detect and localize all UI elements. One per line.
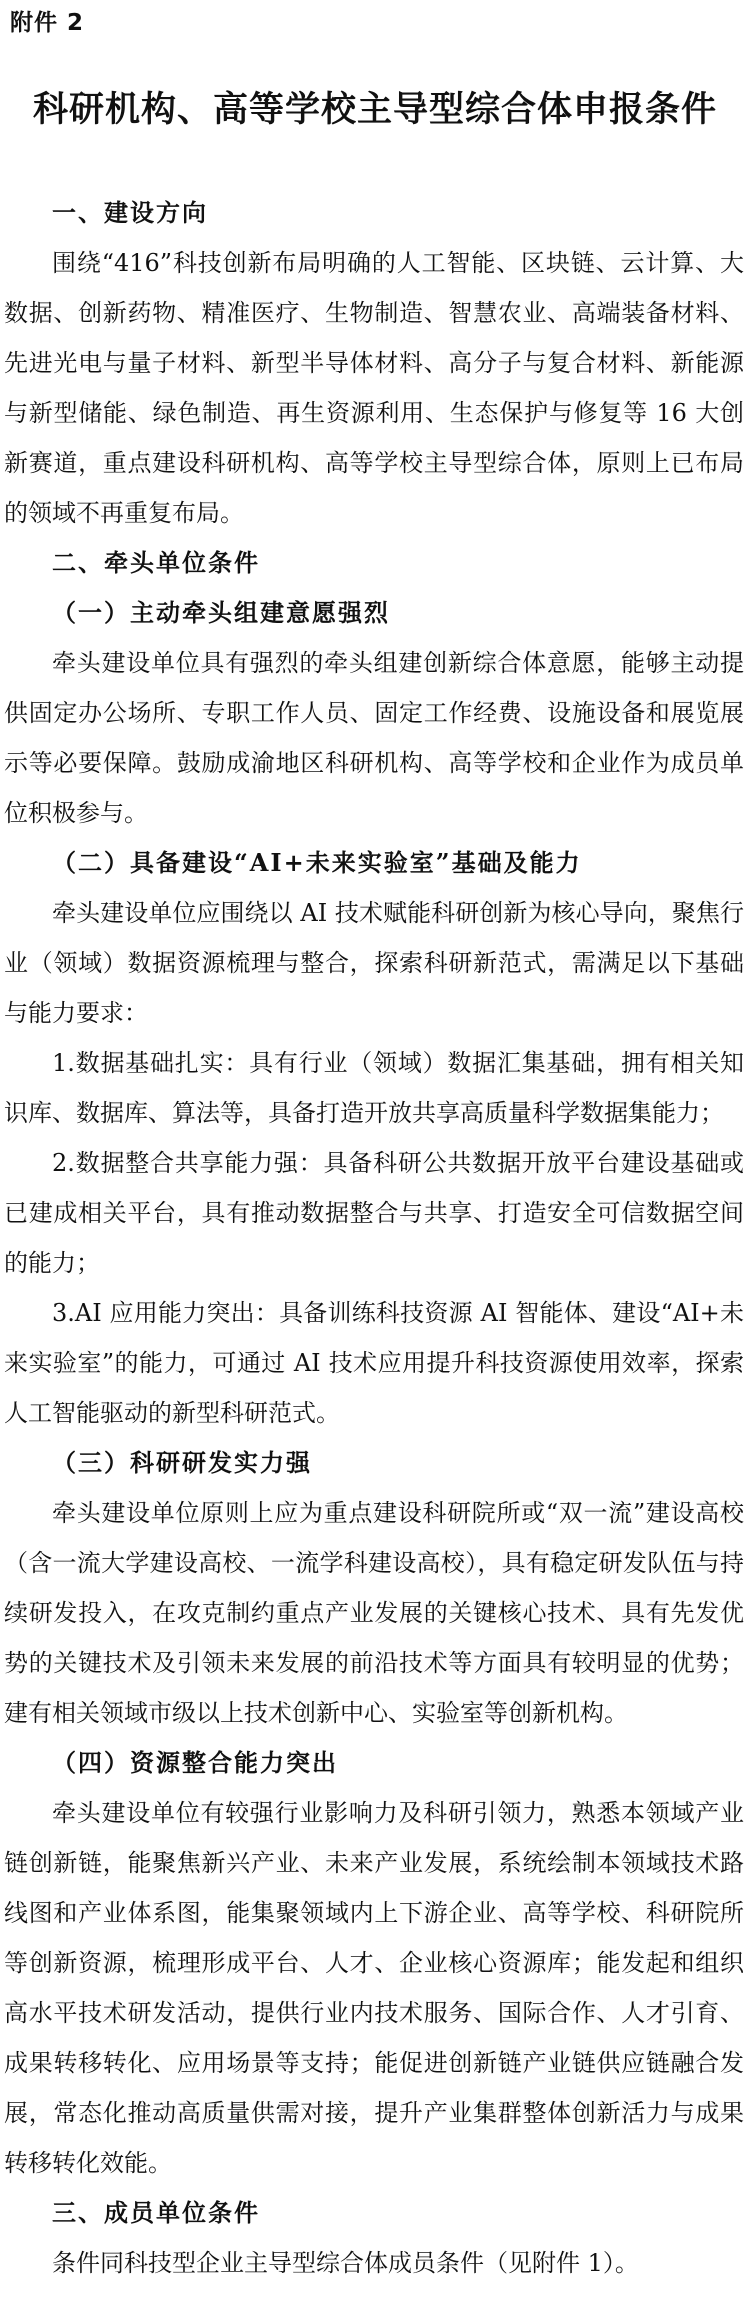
- page-title: 科研机构、高等学校主导型综合体申报条件: [32, 89, 717, 130]
- section-heading-construction-direction: 一、建设方向: [52, 199, 208, 227]
- subsection-heading-rnd-strength: （三）科研研发实力强: [52, 1448, 312, 1477]
- document-body: [4, 188, 744, 2288]
- paragraph-resource-integration: 牵头建设单位有较强行业影响力及科研引领力，熟悉本领域产业链创新链，能聚焦新兴产业、未来产业发展，系统绘制本领域技术路线图和产业体系图，能集聚领域内上下游企业、高等学校、科研院所等创新资源，梳理形成平台、人才、企业核心资源库；能发起和组织高水平技术研发活动，提供行业内技术服务、国际合作、人才引育、成果转移转化、应用场景等支持；能促进创新链产业链供应链融合发展，常态化推动高质量供需对接，提升产业集群整体创新活力与成果转移转化效能。: [4, 1799, 744, 2177]
- paragraph-member-unit-conditions: 条件同科技型企业主导型综合体成员条件（见附件 1）。: [52, 2249, 639, 2277]
- list-item-data-foundation: 1.数据基础扎实：具有行业（领域）数据汇集基础，拥有相关知识库、数据库、算法等，具备打造开放共享高质量科学数据集能力；: [4, 1049, 744, 1127]
- subsection-heading-ai-future-lab: （二）具备建设“AI+未来实验室”基础及能力: [52, 848, 582, 877]
- paragraph-rnd-strength: 牵头建设单位原则上应为重点建设科研院所或“双一流”建设高校（含一流大学建设高校、一流学科建设高校），具有稳定研发队伍与持续研发投入，在攻克制约重点产业发展的关键核心技术、具有先发优势的关键技术及引领未来发展的前沿技术等方面具有较明显的优势；建有相关领域市级以上技术创新中心、实验室等创新机构。: [4, 1499, 744, 1727]
- section-heading-member-unit-conditions: 三、成员单位条件: [52, 2199, 260, 2227]
- subsection-heading-willingness: （一）主动牵头组建意愿强烈: [52, 598, 390, 627]
- list-item-ai-application: 3.AI 应用能力突出：具备训练科技资源 AI 智能体、建设“AI+未来实验室”的能力，可通过 AI 技术应用提升科技资源使用效率，探索人工智能驱动的新型科研范式。: [4, 1299, 744, 1427]
- paragraph-construction-direction: 围绕“416”科技创新布局明确的人工智能、区块链、云计算、大数据、创新药物、精准医疗、生物制造、智慧农业、高端装备材料、先进光电与量子材料、新型半导体材料、高分子与复合材料、新能源与新型储能、绿色制造、再生资源利用、生态保护与修复等 16 大创新赛道，重点建设科研机构、高等学校主导型综合体，原则上已布局的领域不再重复布局。: [4, 249, 744, 527]
- paragraph-willingness: 牵头建设单位具有强烈的牵头组建创新综合体意愿，能够主动提供固定办公场所、专职工作人员、固定工作经费、设施设备和展览展示等必要保障。鼓励成渝地区科研机构、高等学校和企业作为成员单位积极参与。: [4, 649, 744, 827]
- paragraph-ai-future-lab: 牵头建设单位应围绕以 AI 技术赋能科研创新为核心导向，聚焦行业（领域）数据资源梳理与整合，探索科研新范式，需满足以下基础与能力要求：: [4, 899, 744, 1027]
- list-item-data-integration: 2.数据整合共享能力强：具备科研公共数据开放平台建设基础或已建成相关平台，具有推动数据整合与共享、打造安全可信数据空间的能力；: [4, 1149, 744, 1277]
- subsection-heading-resource-integration: （四）资源整合能力突出: [52, 1748, 338, 1777]
- section-heading-lead-unit-conditions: 二、牵头单位条件: [52, 549, 260, 577]
- attachment-label: 附件 2: [10, 10, 85, 36]
